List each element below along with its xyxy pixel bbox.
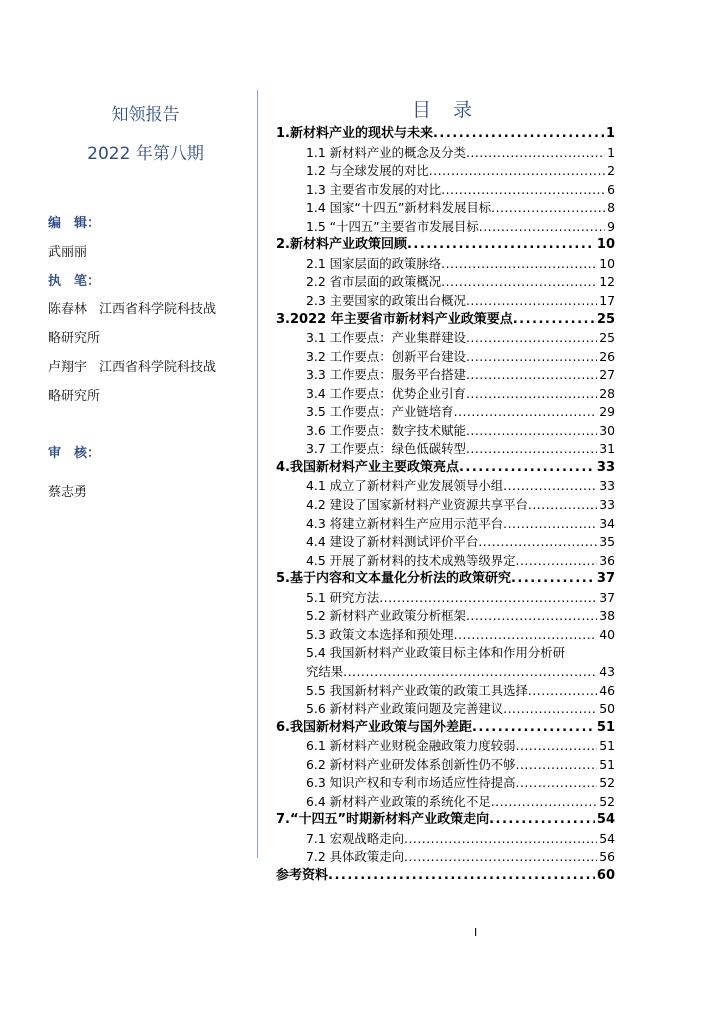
toc-entry-title: 2.2 省市层面的政策概况 bbox=[306, 274, 442, 290]
toc-leader-dots bbox=[528, 682, 597, 700]
writer-2-org: 江西省科学院科技战 bbox=[99, 360, 217, 375]
toc-page-number: 2 bbox=[607, 163, 615, 179]
reviewer-name: 蔡志勇 bbox=[48, 485, 88, 500]
toc-entry[interactable] bbox=[276, 700, 615, 718]
editor-name: 武丽丽 bbox=[48, 245, 88, 260]
toc-entry-title: 3.3 工作要点：服务平台搭建 bbox=[306, 367, 466, 383]
toc-page-number: 40 bbox=[599, 626, 615, 642]
writer-1-org: 江西省科学院科技战 bbox=[99, 302, 217, 317]
toc-entry-title: 1.2 与全球发展的对比 bbox=[306, 163, 429, 179]
toc-leader-dots bbox=[379, 589, 597, 607]
toc-leader-dots bbox=[441, 273, 597, 291]
toc-leader-dots bbox=[466, 329, 597, 347]
toc-page-number: 54 bbox=[596, 812, 615, 828]
toc-leader-dots bbox=[404, 830, 597, 848]
toc-section[interactable] bbox=[276, 311, 615, 329]
writer-2 bbox=[48, 356, 216, 375]
toc-page-number: 38 bbox=[599, 608, 615, 624]
toc-entry-title: 2.新材料产业政策回顾 bbox=[276, 237, 407, 253]
writer-1-name: 陈春林 bbox=[48, 302, 88, 317]
toc-leader-dots bbox=[516, 737, 598, 755]
toc-page-number: 30 bbox=[599, 422, 615, 438]
toc-entry[interactable] bbox=[276, 756, 615, 774]
toc-page-number: 6 bbox=[607, 181, 615, 197]
toc-leader-dots bbox=[343, 663, 597, 681]
toc-section[interactable] bbox=[276, 811, 615, 829]
column-divider bbox=[257, 90, 258, 858]
toc-leader-dots bbox=[516, 774, 598, 792]
toc-leader-dots bbox=[489, 811, 595, 829]
writer-2-org-cont: 略研究所 bbox=[48, 389, 101, 404]
toc-entry[interactable] bbox=[276, 403, 615, 421]
toc-page-number: 51 bbox=[596, 719, 615, 735]
toc-entry[interactable] bbox=[276, 273, 615, 291]
toc-leader-dots bbox=[503, 477, 597, 495]
toc-entry-title: 3.2 工作要点：创新平台建设 bbox=[306, 348, 466, 364]
toc-leader-dots bbox=[466, 348, 597, 366]
toc-page-number: 51 bbox=[599, 738, 615, 754]
toc-entry-title: 4.5 开展了新材料的技术成熟等级界定 bbox=[306, 552, 516, 568]
toc-entry[interactable] bbox=[276, 292, 615, 310]
toc-entry-title: 6.3 知识产权和专利市场适应性待提高 bbox=[306, 775, 516, 791]
toc-page-number: 25 bbox=[596, 311, 615, 327]
report-name: 知领报告 bbox=[111, 105, 180, 125]
toc-entry-title: 1.5 “十四五”主要省市发展目标 bbox=[306, 218, 479, 234]
toc-entry-title: 3.6 工作要点：数字技术赋能 bbox=[306, 422, 466, 438]
toc-entry[interactable] bbox=[276, 218, 615, 236]
toc-entry-title: 7.1 宏观战略走向 bbox=[306, 830, 404, 846]
toc-title: 目 录 bbox=[411, 99, 481, 121]
toc-leader-dots bbox=[466, 422, 597, 440]
writer-1-org-cont: 略研究所 bbox=[48, 331, 101, 346]
toc-page-number: 17 bbox=[599, 292, 615, 308]
editor-label: 编 辑： bbox=[48, 216, 101, 231]
toc-entry[interactable] bbox=[276, 737, 615, 755]
toc-entry[interactable] bbox=[276, 607, 615, 625]
toc-entry-title: 6.4 新材料产业政策的系统化不足 bbox=[306, 793, 491, 809]
toc-page-number: 34 bbox=[599, 515, 615, 531]
toc-entry[interactable] bbox=[276, 329, 615, 347]
toc-entry-title: 4.2 建设了国家新材料产业资源共享平台 bbox=[306, 497, 528, 512]
toc-entry[interactable] bbox=[276, 793, 615, 811]
toc-entry-title: 5.2 新材料产业政策分析框架 bbox=[306, 608, 466, 624]
toc-leader-dots bbox=[516, 552, 598, 570]
toc-leader-dots bbox=[466, 292, 597, 310]
issue-number: 2022 年第八期 bbox=[87, 144, 204, 164]
toc-page-number: 37 bbox=[599, 589, 615, 605]
toc-leader-dots bbox=[466, 440, 597, 458]
toc-leader-dots bbox=[466, 366, 597, 384]
toc-section[interactable] bbox=[276, 125, 615, 143]
toc-leader-dots bbox=[454, 626, 598, 644]
toc-entry[interactable] bbox=[276, 515, 615, 533]
toc-entry[interactable] bbox=[276, 774, 615, 792]
toc-page-number: 1 bbox=[605, 126, 615, 141]
toc-section[interactable] bbox=[276, 236, 615, 254]
toc-page-number: 33 bbox=[599, 478, 615, 494]
toc-entry-title: 3.2022 年主要省市新材料产业政策要点 bbox=[276, 311, 513, 327]
toc-leader-dots bbox=[454, 403, 598, 421]
toc-entry-title: 7.“十四五”时期新材料产业政策走向 bbox=[276, 812, 490, 828]
toc-leader-dots bbox=[479, 218, 605, 236]
toc-leader-dots bbox=[433, 125, 604, 143]
toc-entry[interactable] bbox=[276, 589, 615, 607]
toc-entry[interactable] bbox=[276, 533, 615, 551]
toc-entry[interactable] bbox=[276, 830, 615, 848]
toc-entry[interactable] bbox=[276, 422, 615, 440]
toc-page-number: 37 bbox=[596, 571, 615, 587]
toc-entry-title: 1.1 新材料产业的概念及分类 bbox=[306, 144, 466, 160]
toc-entry-title: 4.1 成立了新材料产业发展领导小组 bbox=[306, 478, 504, 494]
toc-entry[interactable] bbox=[276, 348, 615, 366]
toc-entry-title: 4.我国新材料产业主要政策亮点 bbox=[276, 459, 459, 475]
toc-page-number: 10 bbox=[596, 237, 615, 253]
toc-entry[interactable] bbox=[276, 199, 615, 217]
writer-label: 执 笔： bbox=[48, 274, 101, 289]
toc-entry[interactable] bbox=[276, 663, 615, 681]
toc-leader-dots bbox=[459, 459, 595, 477]
toc-entry-title: 2.1 国家层面的政策脉络 bbox=[306, 255, 442, 271]
toc-page-number: 46 bbox=[599, 682, 615, 698]
toc-page-number: 52 bbox=[599, 775, 615, 791]
toc-page-number: 31 bbox=[599, 441, 615, 457]
toc-page-number: 26 bbox=[599, 348, 615, 364]
toc-leader-dots bbox=[491, 793, 597, 811]
toc-entry-title: 4.3 将建立新材料生产应用示范平台 bbox=[306, 515, 504, 531]
toc-leader-dots bbox=[466, 144, 605, 162]
toc-page-number: 33 bbox=[596, 459, 615, 475]
toc-entry-title: 1.4 国家“十四五”新材料发展目标 bbox=[306, 200, 492, 216]
toc-page-number: 56 bbox=[599, 849, 615, 865]
toc-entry[interactable] bbox=[276, 626, 615, 644]
toc-page-number: 10 bbox=[599, 255, 615, 271]
toc-leader-dots bbox=[429, 162, 605, 180]
toc-entry[interactable] bbox=[276, 848, 615, 866]
toc-page-number: 9 bbox=[607, 218, 615, 234]
writer-1 bbox=[48, 298, 216, 317]
toc-section[interactable] bbox=[276, 459, 615, 477]
toc-entry-title: 3.4 工作要点：优势企业引育 bbox=[306, 385, 466, 401]
toc-entry[interactable] bbox=[276, 385, 615, 403]
toc-leader-dots bbox=[503, 700, 597, 718]
toc-leader-dots bbox=[441, 181, 605, 199]
toc-page-number: 36 bbox=[599, 552, 615, 568]
toc-page-number: 35 bbox=[599, 534, 615, 550]
toc-entry-title: 究结果 bbox=[306, 663, 344, 679]
toc-leader-dots bbox=[407, 236, 595, 254]
toc-entry-title: 3.1 工作要点：产业集群建设 bbox=[306, 330, 466, 346]
toc-entry-title: 6.2 新材料产业研发体系创新性仍不够 bbox=[306, 756, 516, 772]
toc-entry-title: 5.基于内容和文本量化分析法的政策研究 bbox=[276, 571, 511, 587]
toc-entry-title: 5.6 新材料产业政策问题及完善建议 bbox=[306, 701, 504, 717]
toc-leader-dots bbox=[404, 848, 597, 866]
toc-entry[interactable] bbox=[276, 496, 615, 514]
toc-section[interactable] bbox=[276, 719, 615, 737]
toc-entry-title: 5.3 政策文本选择和预处理 bbox=[306, 626, 454, 642]
toc-entry-title: 参考资料 bbox=[276, 868, 329, 883]
toc-page-number: 50 bbox=[599, 701, 615, 717]
toc-entry-title: 6.1 新材料产业财税金融政策力度较弱 bbox=[306, 738, 516, 754]
toc-entry-title: 1.3 主要省市发展的对比 bbox=[306, 181, 442, 197]
toc-leader-dots bbox=[441, 255, 597, 273]
toc-entry[interactable] bbox=[276, 644, 615, 662]
toc-entry-title: 5.5 我国新材料产业政策的政策工具选择 bbox=[306, 682, 528, 698]
toc-leader-dots bbox=[528, 496, 597, 514]
toc-leader-dots bbox=[513, 311, 595, 329]
toc-section[interactable] bbox=[276, 867, 615, 885]
toc-page-number: 8 bbox=[607, 200, 615, 216]
toc-page-number: 12 bbox=[599, 274, 615, 290]
toc-entry-title: 7.2 具体政策走向 bbox=[306, 849, 404, 865]
page-number: I bbox=[474, 926, 478, 939]
toc-page-number: 27 bbox=[599, 367, 615, 383]
toc-leader-dots bbox=[466, 607, 597, 625]
toc-page-number: 52 bbox=[599, 793, 615, 809]
toc-entry[interactable] bbox=[276, 255, 615, 273]
toc-page-number: 29 bbox=[599, 404, 615, 420]
toc-page-number: 33 bbox=[599, 497, 615, 512]
toc-entry-title: 3.5 工作要点：产业链培育 bbox=[306, 404, 454, 420]
toc-leader-dots bbox=[516, 756, 598, 774]
toc-page-number: 28 bbox=[599, 385, 615, 401]
toc-page-number: 54 bbox=[599, 830, 615, 846]
toc-page-number: 1 bbox=[607, 144, 615, 160]
toc-entry-title: 5.4 我国新材料产业政策目标主体和作用分析研 bbox=[306, 645, 566, 661]
toc-page-number: 60 bbox=[596, 868, 615, 883]
reviewer-label: 审 核： bbox=[48, 446, 101, 461]
toc-leader-dots bbox=[478, 533, 597, 551]
toc-entry[interactable] bbox=[276, 682, 615, 700]
toc-page-number: 25 bbox=[599, 330, 615, 346]
toc-entry-title: 6.我国新材料产业政策与国外差距 bbox=[276, 719, 472, 735]
toc-leader-dots bbox=[472, 719, 595, 737]
toc-entry[interactable] bbox=[276, 477, 615, 495]
toc-section[interactable] bbox=[276, 570, 615, 588]
writer-2-name: 卢翔宇 bbox=[48, 360, 88, 375]
toc-leader-dots bbox=[511, 570, 595, 588]
toc-page-number: 51 bbox=[599, 756, 615, 772]
toc-leader-dots bbox=[491, 199, 605, 217]
toc-leader-dots bbox=[503, 515, 597, 533]
toc-leader-dots bbox=[328, 867, 595, 885]
toc-entry-title: 2.3 主要国家的政策出台概况 bbox=[306, 292, 466, 308]
toc-leader-dots bbox=[466, 385, 597, 403]
toc-entry[interactable] bbox=[276, 552, 615, 570]
toc-entry[interactable] bbox=[276, 440, 615, 458]
toc-entry[interactable] bbox=[276, 144, 615, 162]
toc-entry-title: 4.4 建设了新材料测试评价平台 bbox=[306, 534, 479, 550]
toc-entry[interactable] bbox=[276, 181, 615, 199]
toc-entry-title: 1.新材料产业的现状与未来 bbox=[276, 126, 433, 141]
toc-entry-title: 5.1 研究方法 bbox=[306, 589, 380, 605]
toc-page-number: 43 bbox=[599, 663, 615, 679]
toc-entry[interactable] bbox=[276, 366, 615, 384]
toc-entry[interactable] bbox=[276, 162, 615, 180]
toc-entry-title: 3.7 工作要点：绿色低碳转型 bbox=[306, 441, 466, 457]
